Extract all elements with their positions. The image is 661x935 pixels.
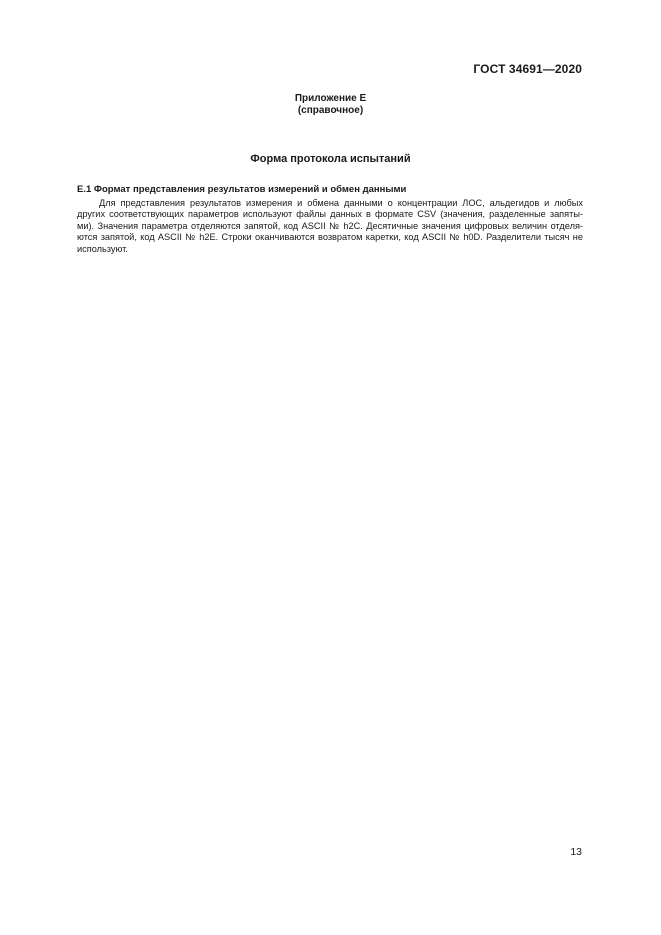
- body-line: Для представления результатов измерения и обмена данными о концентрации ЛОС, альдегидов и любых: [99, 198, 583, 208]
- body-line: используют.: [77, 243, 128, 254]
- appendix-heading: [0, 93, 661, 117]
- form-title: Форма протокола испытаний: [250, 153, 411, 165]
- section-body: [77, 198, 583, 255]
- page-number: 13: [570, 846, 582, 858]
- body-line: ми). Значения параметра отделяются запятой, код ASCII № h2C. Десятичные значения цифровых величин отделя-: [77, 220, 583, 231]
- appendix-type: (справочное): [297, 105, 364, 116]
- appendix-title: Приложение Е: [294, 93, 367, 104]
- body-line: ются запятой, код ASCII № h2E. Строки оканчиваются возвратом каретки, код ASCII № h0D. Разделители тысяч не: [77, 232, 583, 243]
- body-line: других соответствующих параметров используют файлы данных в формате CSV (значения, разделенные запяты-: [77, 209, 583, 220]
- section-heading: Е.1 Формат представления результатов измерений и обмен данными: [77, 184, 407, 195]
- standard-code: ГОСТ 34691—2020: [473, 62, 582, 76]
